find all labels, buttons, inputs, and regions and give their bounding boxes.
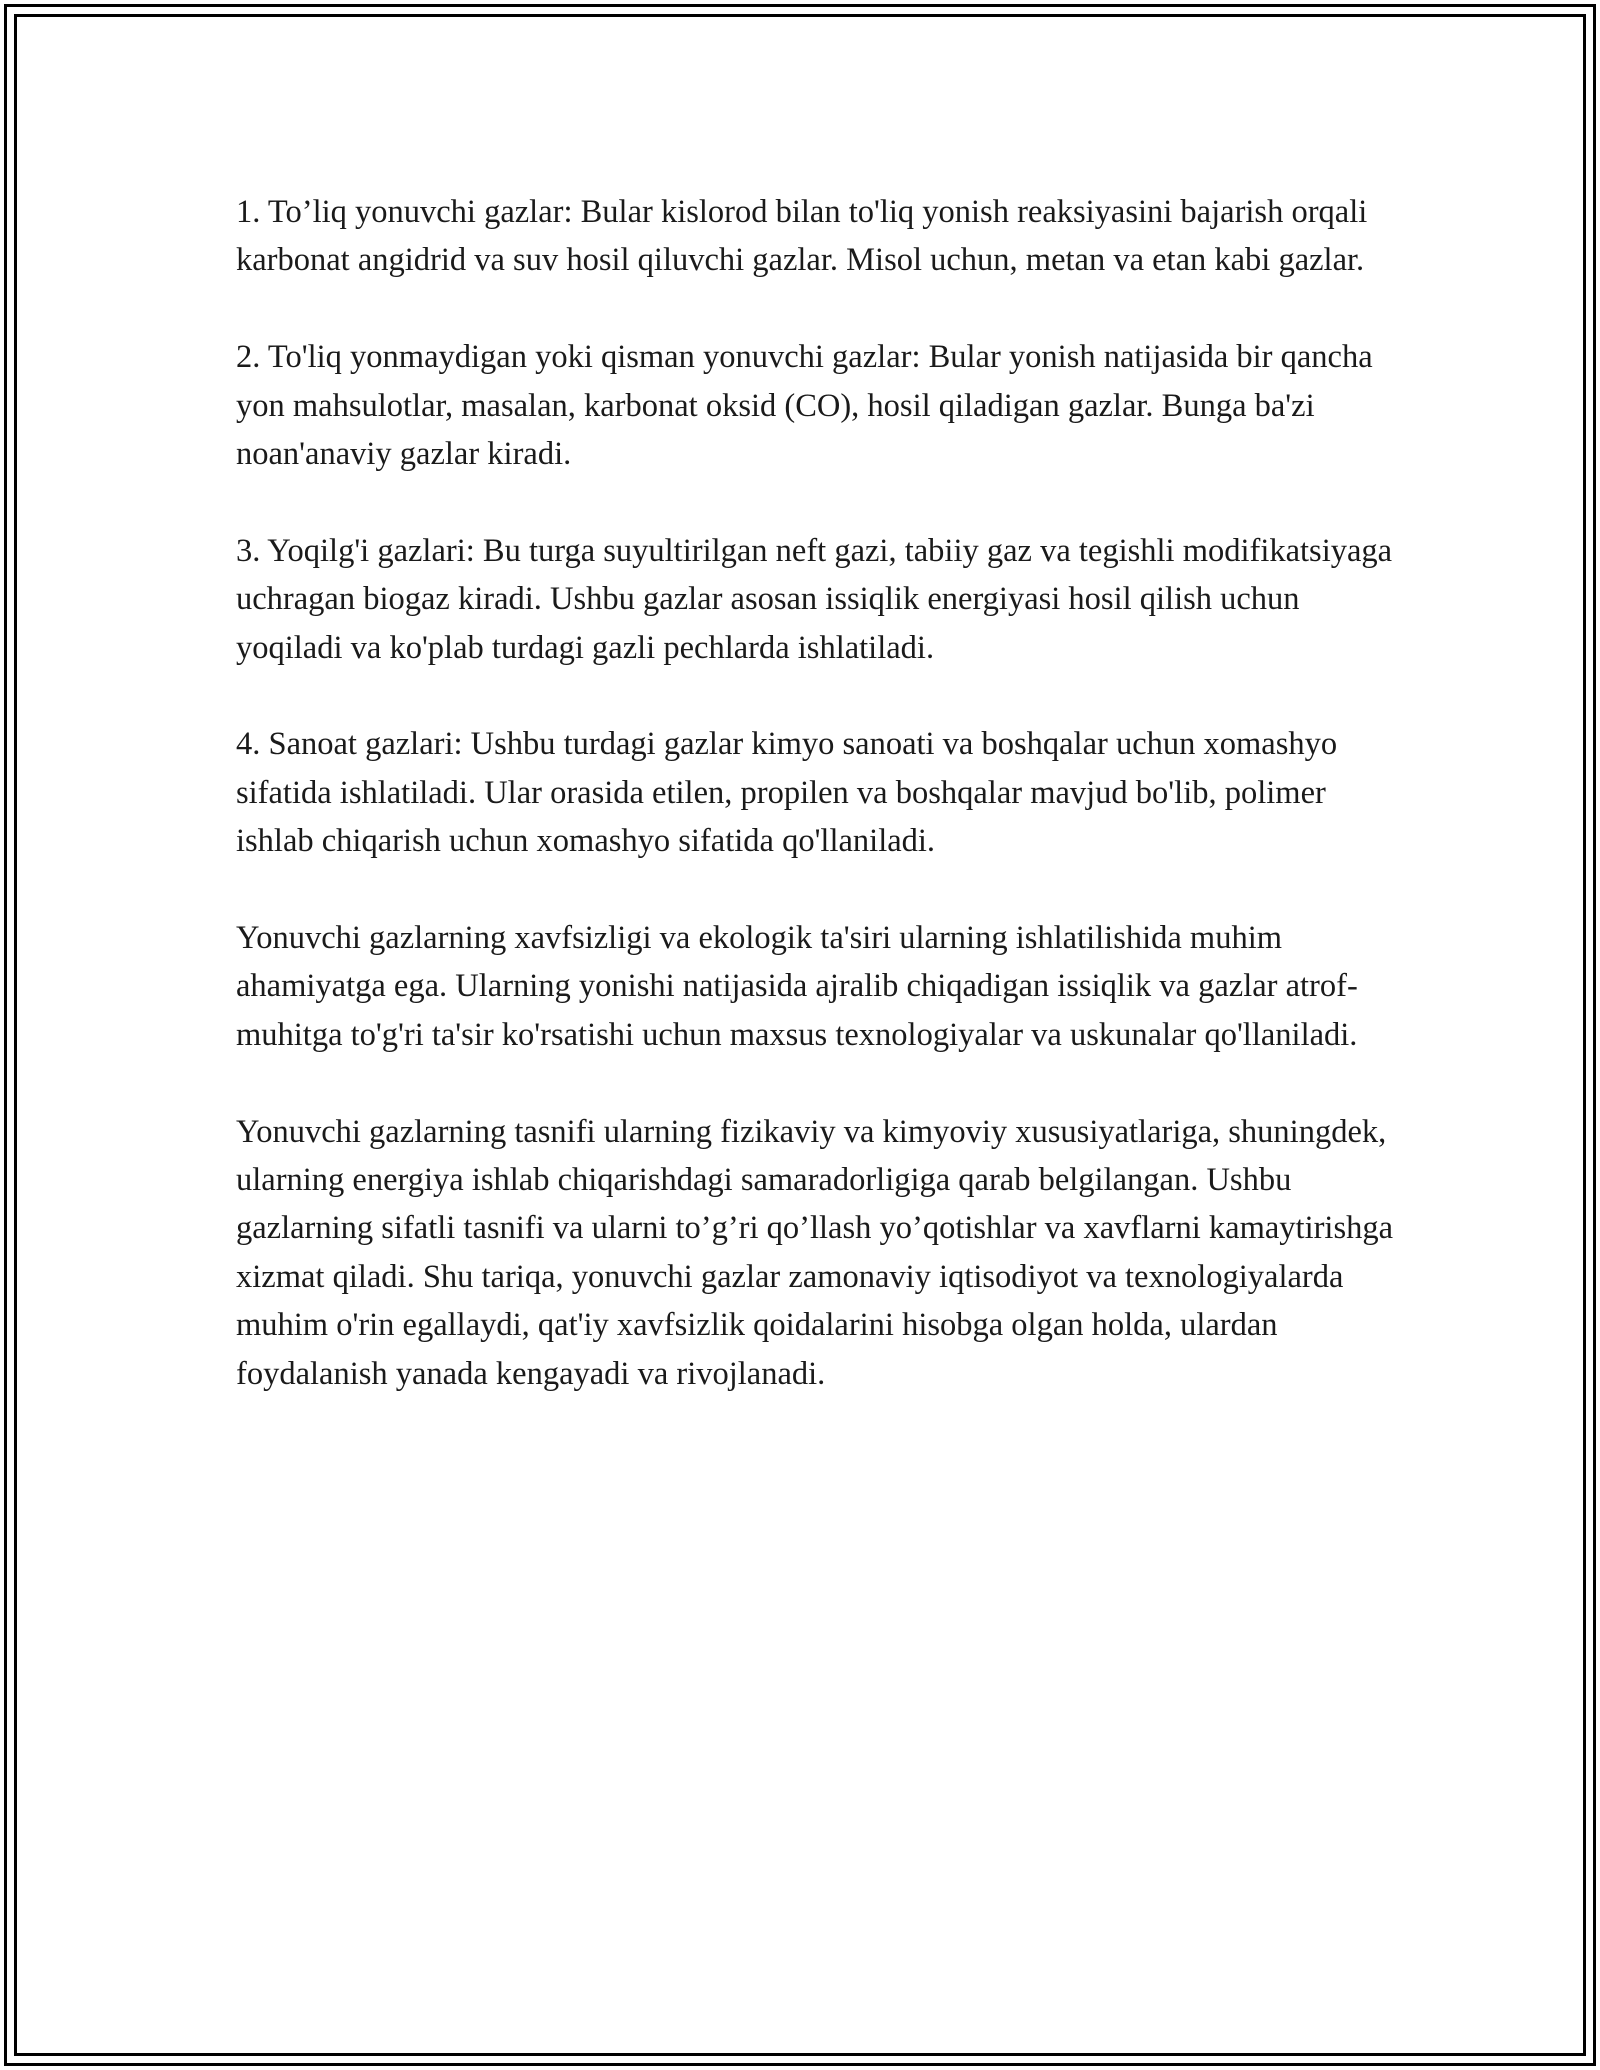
paragraph-industrial-gases: 4. Sanoat gazlari: Ushbu turdagi gazlar kimyo sanoati va boshqalar uchun xomashyo sifatida ishlatiladi. Ular orasida etilen, propilen va boshqalar mavjud bo'lib, polimer ishlab chiqarish uchun xomashyo sifatida qo'llaniladi. — [236, 726, 1338, 860]
document-body — [236, 188, 1396, 1398]
paragraph-fuel-gases: 3. Yoqilg'i gazlari: Bu turga suyultirilgan neft gazi, tabiiy gaz va tegishli modifikatsiyaga uchragan biogaz kiradi. Ushbu gazlar asosan issiqlik energiyasi hosil qilish uchun yoqiladi va ko'plab turdagi gazli pechlarda ishlatiladi. — [236, 532, 1393, 666]
paragraph-safety-ecology: Yonuvchi gazlarning xavfsizligi va ekologik ta'siri ularning ishlatilishida muhim ahamiyatga ega. Ularning yonishi natijasida ajralib chiqadigan issiqlik va gazlar atrof-muhitga to'g'ri ta'sir ko'rsatishi uchun maxsus texnologiyalar va uskunalar qo'llaniladi. — [236, 920, 1358, 1053]
paragraph-complete-combustion-gases: 1. To’liq yonuvchi gazlar: Bular kislorod bilan to'liq yonish reaksiyasini bajarish orqali karbonat angidrid va suv hosil qiluvchi gazlar. Misol uchun, metan va etan kabi gazlar. — [236, 194, 1368, 279]
paragraph-incomplete-combustion-gases: 2. To'liq yonmaydigan yoki qisman yonuvchi gazlar: Bular yonish natijasida bir qancha yon mahsulotlar, masalan, karbonat oksid (CO), hosil qiladigan gazlar. Bunga ba'zi noan'anaviy gazlar kiradi. — [236, 339, 1373, 473]
paragraph-classification-summary: Yonuvchi gazlarning tasnifi ularning fizikaviy va kimyoviy xususiyatlariga, shuningdek, ularning energiya ishlab chiqarishdagi samaradorligiga qarab belgilangan. Ushbu gazlarning sifatli tasnifi va ularni to’g’ri qo’llash yo’qotishlar va xavflarni kamaytirishga xizmat qiladi. Shu tariqa, yonuvchi gazlar zamonaviy iqtisodiyot va texnologiyalarda muhim o'rin egallaydi, qat'iy xavfsizlik qoidalarini hisobga olgan holda, ulardan foydalanish yanada kengayadi va rivojlanadi. — [236, 1113, 1394, 1392]
